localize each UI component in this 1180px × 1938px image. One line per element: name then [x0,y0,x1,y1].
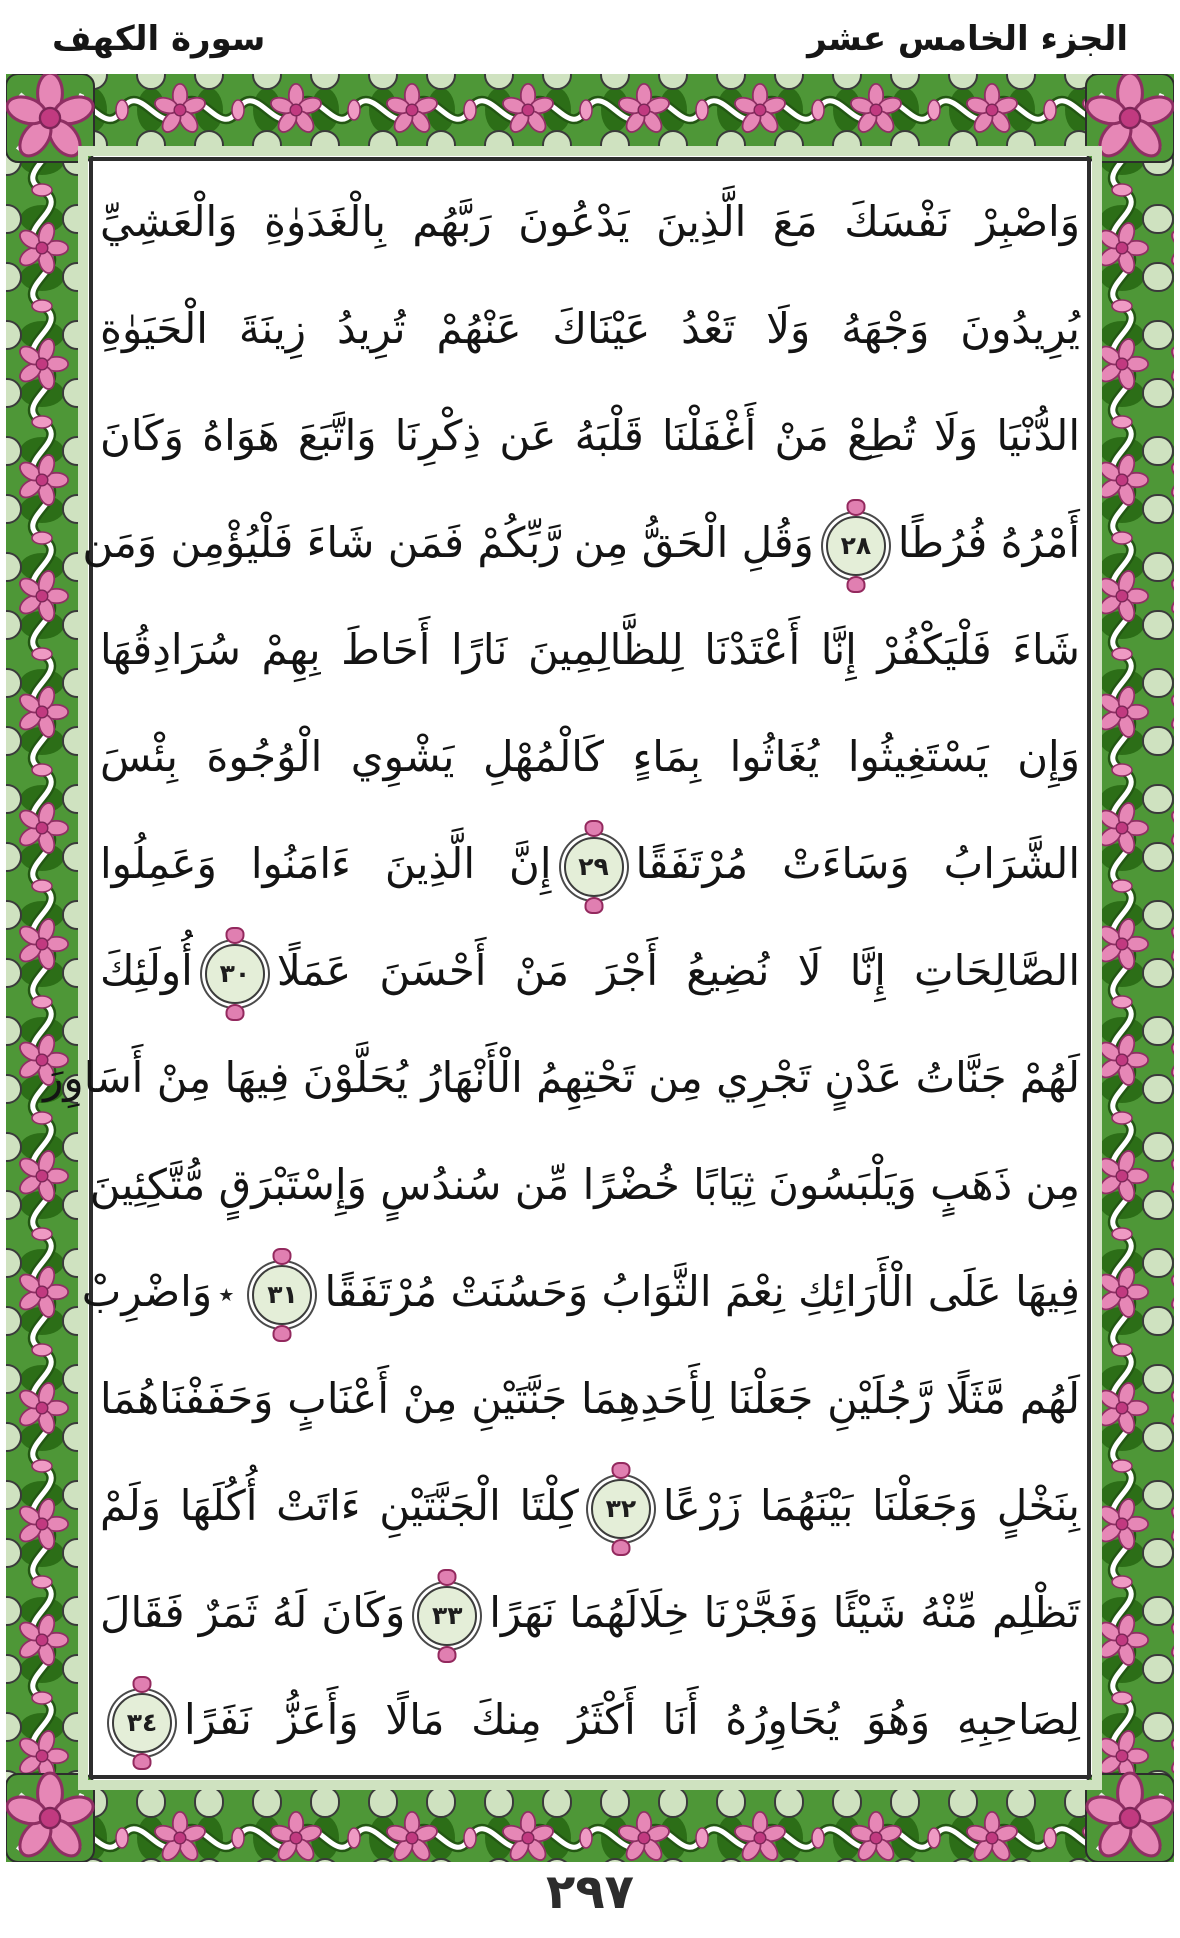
quran-line-12 [100,1349,1080,1449]
ayah-text: لَهُم مَّثَلًا رَّجُلَيْنِ جَعَلْنَا لِأَحَدِهِمَا جَنَّتَيْنِ مِنْ أَعْنَابٍ وَحَفَفْنَاهُمَا [100,1374,1080,1423]
quran-line-8 [100,921,1080,1021]
quran-line-2 [100,279,1080,379]
ayah-text: لِصَاحِبِهِ وَهُوَ يُحَاوِرُهُ أَنَا أَكْثَرُ مِنكَ مَالًا وَأَعَزُّ نَفَرًا [184,1695,1080,1744]
ayah-text: أُولَئِكَ [100,946,193,995]
juz-title: الجزء الخامس عشر [807,19,1128,59]
quran-line-9 [43,1028,1080,1128]
verse-number: ٣٣ [432,1601,463,1630]
verse-marker-٣١ [252,1265,312,1325]
ayah-text: فِيهَا عَلَى الْأَرَائِكِ نِعْمَ الثَّوَابُ وَحَسُنَتْ مُرْتَفَقًا [324,1267,1080,1316]
verse-marker-٣٣ [417,1586,477,1646]
border-top-band [6,74,1174,146]
verse-number: ٣١ [267,1280,298,1309]
quran-line-4 [82,493,1080,593]
quran-line-14 [100,1563,1080,1663]
ayah-text: تَظْلِم مِّنْهُ شَيْئًا وَفَجَّرْنَا خِلَالَهُمَا نَهَرًا [489,1588,1080,1637]
quran-line-1 [100,172,1080,272]
rub-el-hizb-icon: ٭ [218,1276,235,1312]
ayah-text: الدُّنْيَا وَلَا تُطِعْ مَنْ أَغْفَلْنَا قَلْبَهُ عَن ذِكْرِنَا وَاتَّبَعَ هَوَاهُ وَكَانَ [100,411,1080,460]
verse-marker-٣٠ [205,944,265,1004]
quran-line-10 [89,1135,1080,1235]
border-right-band [1102,146,1174,1790]
verse-number: ٣٤ [126,1708,158,1737]
ayah-text: إِنَّ الَّذِينَ ءَامَنُوا وَعَمِلُوا [100,839,552,888]
verse-marker-٢٩ [564,837,624,897]
ayah-text: يُرِيدُونَ وَجْهَهُ وَلَا تَعْدُ عَيْنَاكَ عَنْهُمْ تُرِيدُ زِينَةَ الْحَيَوٰةِ [100,304,1080,353]
quran-line-6 [100,707,1080,807]
ayah-text: مِن ذَهَبٍ وَيَلْبَسُونَ ثِيَابًا خُضْرًا مِّن سُندُسٍ وَإِسْتَبْرَقٍ مُّتَّكِئِينَ [89,1160,1080,1209]
border-left-band [6,146,78,1790]
ayah-text: كِلْتَا الْجَنَّتَيْنِ ءَاتَتْ أُكُلَهَا وَلَمْ [100,1481,579,1530]
ayah-text: وَاصْبِرْ نَفْسَكَ مَعَ الَّذِينَ يَدْعُونَ رَبَّهُم بِالْغَدَوٰةِ وَالْعَشِيِّ [100,197,1080,246]
ayah-text: وَكَانَ لَهُ ثَمَرٌ فَقَالَ [100,1588,406,1637]
ayah-text: الشَّرَابُ وَسَاءَتْ مُرْتَفَقًا [635,839,1080,888]
ayah-text: الصَّالِحَاتِ إِنَّا لَا نُضِيعُ أَجْرَ مَنْ أَحْسَنَ عَمَلًا [276,946,1080,995]
ayah-text: وَقُلِ الْحَقُّ مِن رَّبِّكُمْ فَمَن شَاءَ فَلْيُؤْمِن وَمَن [82,518,814,567]
border-bottom-band [6,1790,1174,1862]
verse-number: ٣٠ [219,959,251,988]
quran-line-11 [81,1242,1080,1342]
verse-marker-٢٨ [826,516,886,576]
quran-line-5 [100,600,1080,700]
verse-number: ٢٨ [840,531,872,560]
surah-title: سورة الكهف [52,19,266,59]
ayah-text: أَمْرُهُ فُرُطًا [897,518,1080,567]
ayah-text: وَإِن يَسْتَغِيثُوا يُغَاثُوا بِمَاءٍ كَالْمُهْلِ يَشْوِي الْوُجُوهَ بِئْسَ [100,732,1080,781]
verse-marker-٣٤ [112,1693,172,1753]
ayah-text: بِنَخْلٍ وَجَعَلْنَا بَيْنَهُمَا زَرْعًا [662,1481,1080,1530]
verse-marker-٣٢ [591,1479,651,1539]
ayah-text: لَهُمْ جَنَّاتُ عَدْنٍ تَجْرِي مِن تَحْتِهِمُ الْأَنْهَارُ يُحَلَّوْنَ فِيهَا مِنْ أَسَاوِرَ [43,1053,1080,1102]
verse-number: ٣٢ [605,1494,637,1523]
ayah-text: شَاءَ فَلْيَكْفُرْ إِنَّا أَعْتَدْنَا لِلظَّالِمِينَ نَارًا أَحَاطَ بِهِمْ سُرَادِقُهَا [100,625,1080,674]
quran-line-3 [100,386,1080,486]
ayah-text: وَاضْرِبْ [81,1267,213,1316]
quran-line-13 [100,1456,1080,1556]
quran-text [43,172,1080,1770]
quran-line-15 [100,1670,1080,1770]
page-number: ٢٩٧ [546,1864,634,1920]
verse-number: ٢٩ [578,852,609,881]
quran-line-7 [100,814,1080,914]
